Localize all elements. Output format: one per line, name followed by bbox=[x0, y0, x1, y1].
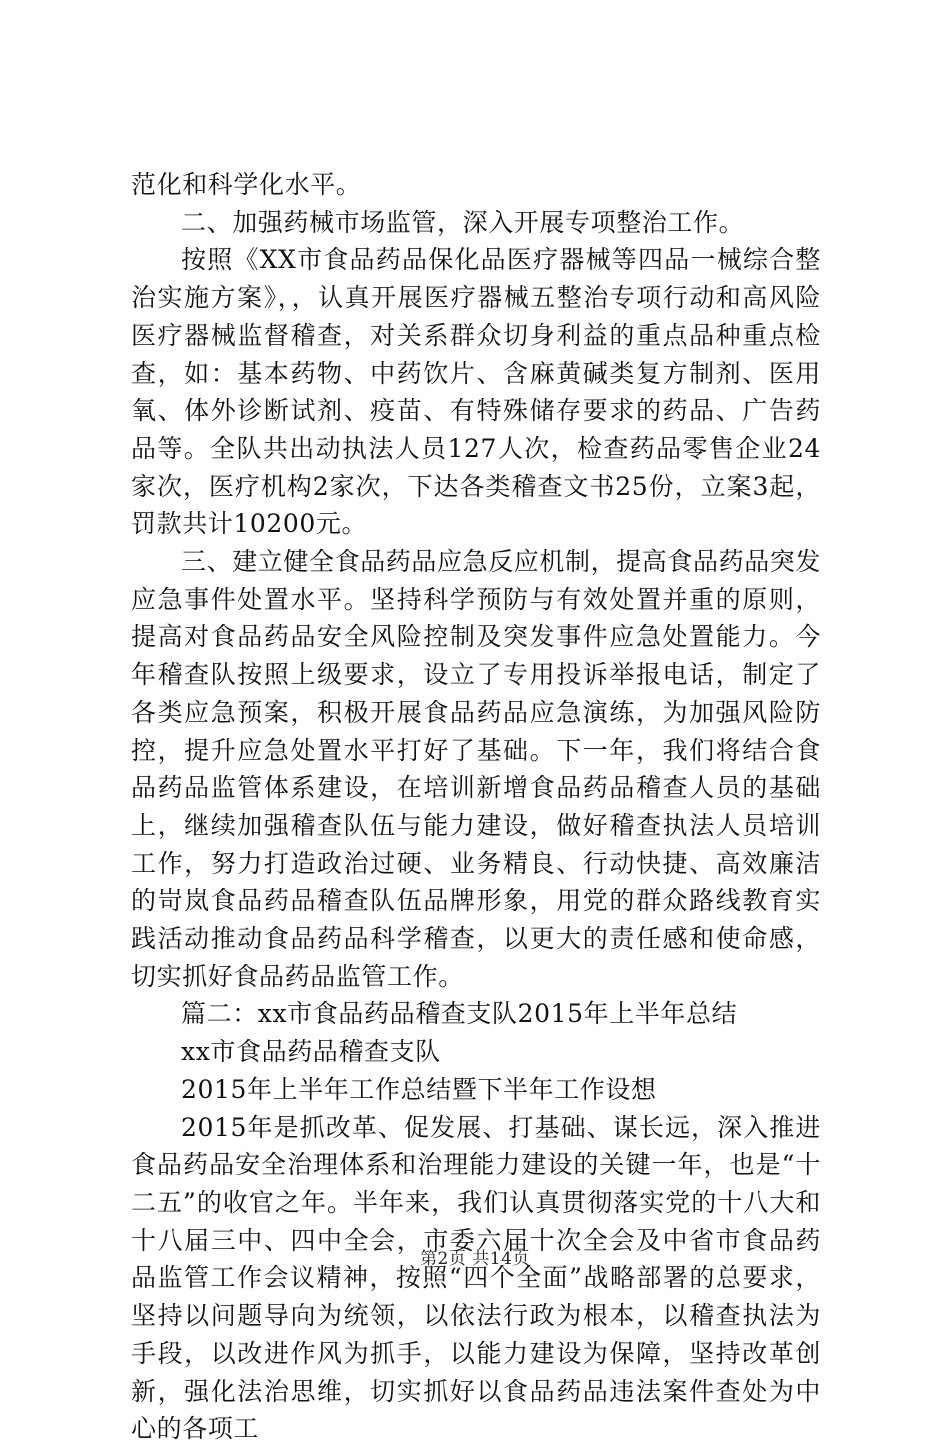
paragraph-1: 范化和科学化水平。 bbox=[131, 170, 362, 199]
paragraph-2: 二、加强药械市场监管，深入开展专项整治工作。 bbox=[181, 207, 745, 237]
paragraph-5: 篇二：xx市食品药品稽查支队2015年上半年总结 bbox=[181, 999, 738, 1029]
paragraph-3: 按照《XX市食品药品保化品医疗器械等四品一械综合整治实施方案》，，认真开展医疗器械五整治专项行动和高风险医疗器械监督稽查，对关系群众切身利益的重点品种重点检查，如：基本药物、中药饮片、含麻黄碱类复方制剂、医用氧、体外诊断试剂、疫苗、有特殊储存要求的药品、广告药品等。全队共出动执法人员127人次，检查药品零售企业24家次，医疗机构2家次，下达各类稽查文书25份，立案3起，罚款共计10200元。 bbox=[131, 245, 821, 539]
paragraph-8: 2015年是抓改革、促发展、打基础、谋长远，深入推进食品药品安全治理体系和治理能力建设的关键一年，也是“十二五”的收官之年。半年来，我们认真贯彻落实党的十八大和十八届三中、四中全会，市委六届十次全会及中省市食品药品监管工作会议精神，按照“四个全面”战略部署的总要求，坚持以问题导向为统领，以依法行政为根本，以稽查执法为手段，以改进作风为抓手，以能力建设为保障，坚持改革创新，强化法治思维，切实抓好以食品药品违法案件查处为中心的各项工 bbox=[131, 1112, 821, 1444]
paragraph-4: 三、建立健全食品药品应急反应机制，提高食品药品突发应急事件处置水平。坚持科学预防与有效处置并重的原则，提高对食品药品安全风险控制及突发事件应急处置能力。今年稽查队按照上级要求，设立了专用投诉举报电话，制定了各类应急预案，积极开展食品药品应急演练，为加强风险防控，提升应急处置水平打好了基础。下一年，我们将结合食品药品监管体系建设，在培训新增食品药品稽查人员的基础上，继续加强稽查队伍与能力建设，做好稽查执法人员培训工作，努力打造政治过硬、业务精良、行动快捷、高效廉洁的岢岚食品药品稽查队伍品牌形象，用党的群众路线教育实践活动推动食品药品科学稽查，以更大的责任感和使命感，切实抓好食品药品监管工作。 bbox=[131, 547, 822, 991]
paragraph-6: xx市食品药品稽查支队 bbox=[181, 1037, 441, 1067]
paragraph-7: 2015年上半年工作总结暨下半年工作设想 bbox=[181, 1074, 657, 1104]
page-footer: 第2页 共14页 bbox=[420, 1249, 530, 1269]
